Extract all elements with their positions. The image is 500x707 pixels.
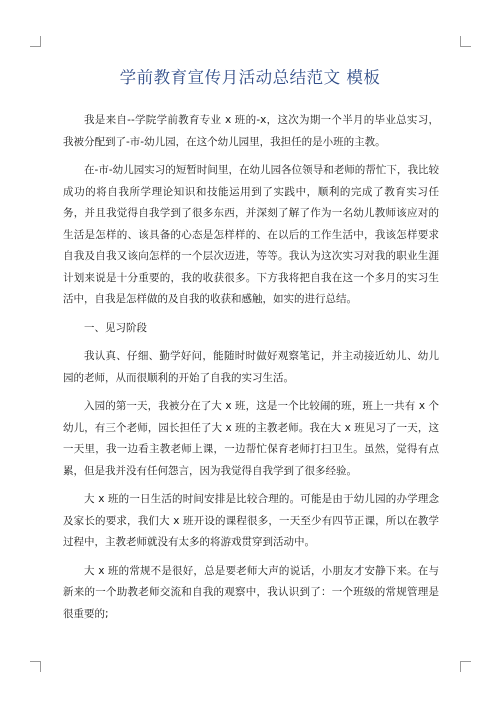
paragraph: 我认真、仔细、勤学好问，能随时时做好观察笔记，并主动接近幼儿、幼儿园的老师，从而很顺利的开始了自我的实习生活。 <box>63 350 439 384</box>
paragraph: 我是来自--学院学前教育专业 x 班的-x，这次为期一个半月的毕业总实习，我被分配到了-市-幼儿园，在这个幼儿园里，我担任的是小班的主教。 <box>63 114 439 148</box>
paragraph: 大 x 班的一日生活的时间安排是比较合理的。可能是由于幼儿园的办学理念及家长的要求，我们大 x 班开设的课程很多，一天至少有四节正课，所以在教学过程中，主教老师就没有太多的将游戏贯穿到活动中。 <box>63 493 439 548</box>
crop-mark-bottom-left <box>30 661 41 672</box>
paragraph: 在-市-幼儿园实习的短暂时间里，在幼儿园各位领导和老师的帮忙下，我比较成功的将自我所学理论知识和技能运用到了实践中，顺利的完成了教育实习任务，并且我觉得自我学到了很多东西，并深刻了解了作为一名幼儿教师该应对的生活是怎样的、该具备的心态是怎样样的、在以后的工作生活中，我该怎样要求自我及自我又该向怎样的一个层次迈进，等等。我认为这次实习对我的职业生涯计划来说是十分重要的，我的收获很多。下方我将把自我在这一个多月的实习生活中，自我是怎样做的及自我的收获和感触，如实的进行总结。 <box>63 164 439 305</box>
crop-mark-top-right <box>460 36 471 47</box>
paragraph: 入园的第一天，我被分在了大 x 班，这是一个比较闹的班，班上一共有 x 个幼儿，有三个老师，园长担任了大 x 班的主教老师。我在大 x 班见习了一天，这一天里，我一边看主教老师上课，一边帮忙保育老师打扫卫生。虽然，觉得有点累，但是我并没有任何怨言，因为我觉得自我学到了很多经验。 <box>63 400 439 477</box>
document-body <box>63 110 439 632</box>
crop-mark-bottom-right <box>460 661 471 672</box>
crop-mark-top-left <box>30 36 41 47</box>
section-heading: 一、见习阶段 <box>84 321 147 334</box>
document-title: 学前教育宣传月活动总结范文 模板 <box>119 68 381 87</box>
paragraph: 大 x 班的常规不是很好，总是要老师大声的说话，小朋友才安静下来。在与新来的一个助教老师交流和自我的观察中，我认识到了：一个班级的常规管理是很重要的; <box>63 564 439 620</box>
